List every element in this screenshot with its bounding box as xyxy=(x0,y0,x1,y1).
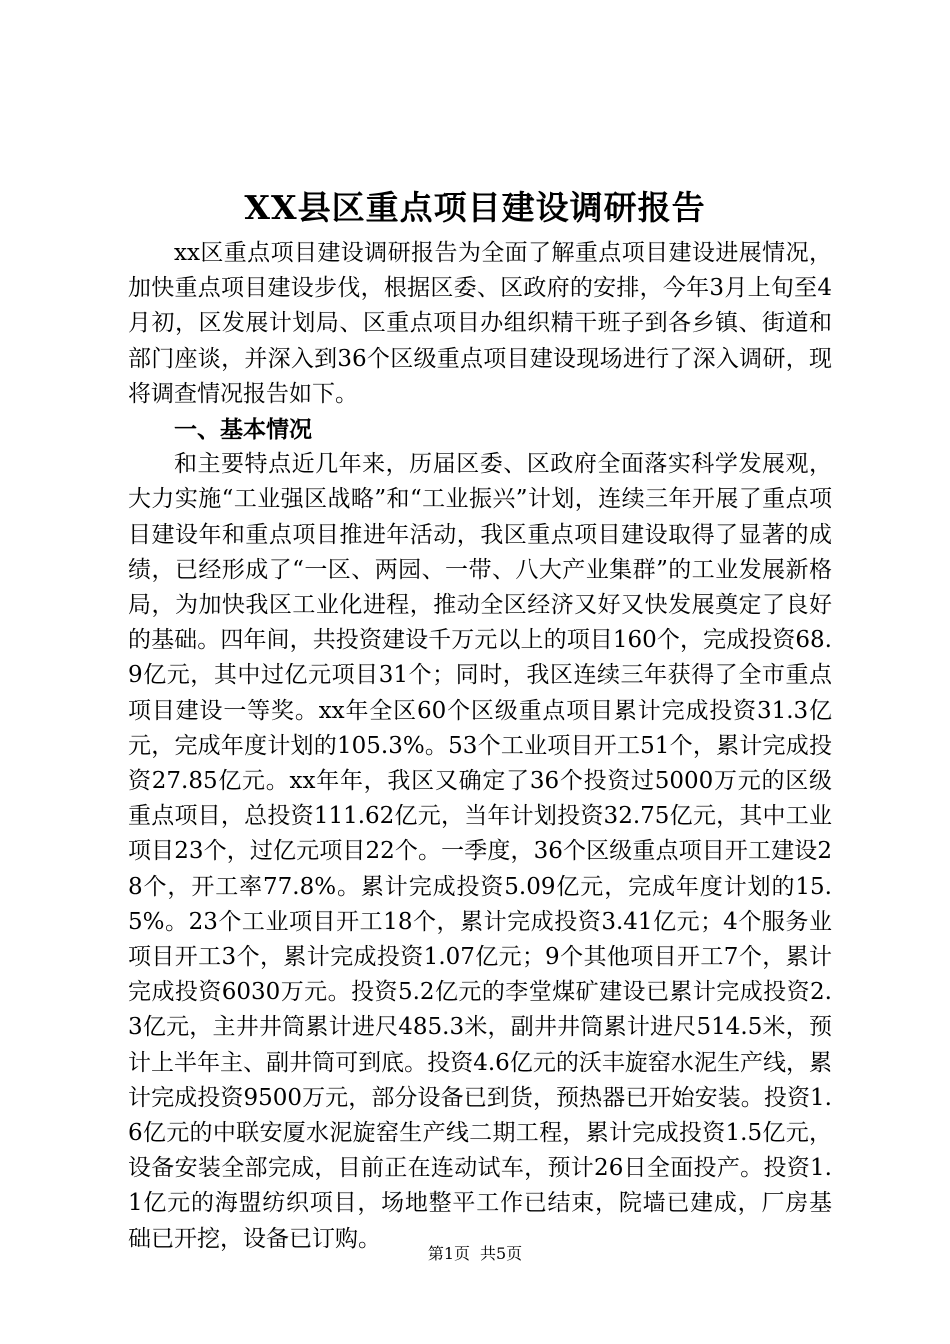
intro-paragraph: xx区重点项目建设调研报告为全面了解重点项目建设进展情况，加快重点项目建设步伐，根据区委、区政府的安排，今年3月上旬至4月初，区发展计划局、区重点项目办组织精干班子到各乡镇、街道和部门座谈，并深入到36个区级重点项目建设现场进行了深入调研，现将调查情况报告如下。 xyxy=(128,240,832,407)
page-number-current: 第1页 xyxy=(427,1244,470,1263)
page-footer xyxy=(0,1244,950,1264)
section-heading: 一、基本情况 xyxy=(174,416,312,444)
document-body xyxy=(128,236,832,1257)
section-paragraph: 和主要特点近几年来，历届区委、区政府全面落实科学发展观，大力实施“工业强区战略”和“工业振兴”计划，连续三年开展了重点项目建设年和重点项目推进年活动，我区重点项目建设取得了显著的成绩，已经形成了“一区、两园、一带、八大产业集群”的工业发展新格局，为加快我区工业化进程，推动全区经济又好又快发展奠定了良好的基础。四年间，共投资建设千万元以上的项目160个，完成投资68.9亿元，其中过亿元项目31个；同时，我区连续三年获得了全市重点项目建设一等奖。xx年全区60个区级重点项目累计完成投资31.3亿元，完成年度计划的105.3%。53个工业项目开工51个，累计完成投资27.85亿元。xx年年，我区又确定了36个投资过5000万元的区级重点项目，总投资111.62亿元，当年计划投资32.75亿元，其中工业项目23个，过亿元项目22个。一季度，36个区级重点项目开工建设28个，开工率77.8%。累计完成投资5.09亿元，完成年度计划的15.5%。23个工业项目开工18个，累计完成投资3.41亿元；4个服务业项目开工3个，累计完成投资1.07亿元；9个其他项目开工7个，累计完成投资6030万元。投资5.2亿元的李堂煤矿建设已累计完成投资2.3亿元，主井井筒累计进尺485.3米，副井井筒累计进尺514.5米，预计上半年主、副井筒可到底。投资4.6亿元的沃丰旋窑水泥生产线，累计完成投资9500万元，部分设备已到货，预热器已开始安装。投资1.6亿元的中联安厦水泥旋窑生产线二期工程，累计完成投资1.5亿元，设备安装全部完成，目前正在连动试车，预计26日全面投产。投资1.1亿元的海盟纺织项目，场地整平工作已结束，院墙已建成，厂房基础已开挖，设备已订购。 xyxy=(128,451,832,1252)
page-number-total: 共5页 xyxy=(480,1244,523,1263)
document-title: XX县区重点项目建设调研报告 xyxy=(244,188,706,227)
